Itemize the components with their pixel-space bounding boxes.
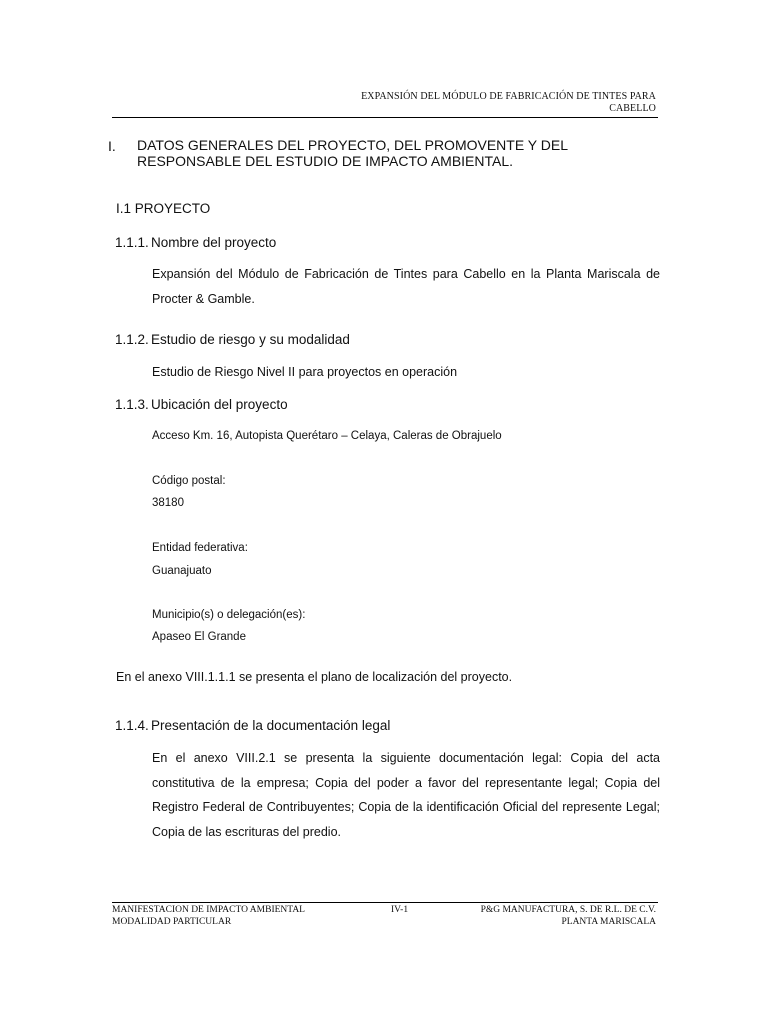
item-113-title: Ubicación del proyecto: [151, 397, 288, 412]
address-text: Acceso Km. 16, Autopista Querétaro – Celaya, Caleras de Obrajuelo: [152, 430, 502, 442]
header-rule: [112, 117, 658, 118]
item-112-text: Estudio de Riesgo Nivel II para proyectos en operación: [152, 365, 458, 379]
section-number: I.: [108, 138, 116, 154]
header-title-line2: CABELLO: [609, 103, 656, 114]
footer-left: [112, 904, 305, 928]
footer-rule: [112, 902, 658, 903]
footer-left-line2: MODALIDAD PARTICULAR: [112, 917, 232, 927]
running-header: [300, 91, 656, 115]
postal-code-label: Código postal:: [152, 475, 226, 487]
footer-right-line1: P&G MANUFACTURA, S. DE R.L. DE C.V.: [480, 905, 656, 915]
footer-right: [440, 904, 656, 928]
state-label: Entidad federativa:: [152, 542, 248, 554]
annex-note: En el anexo VIII.1.1.1 se presenta el plano de localización del proyecto.: [116, 670, 513, 684]
postal-code-value: 38180: [152, 497, 184, 509]
item-113-number: 1.1.3.: [115, 397, 149, 412]
item-112-number: 1.1.2.: [115, 332, 149, 347]
footer-right-line2: PLANTA MARISCALA: [561, 917, 656, 927]
item-111-text: Expansión del Módulo de Fabricación de Tintes para Cabello en la Planta Mariscala de Procter & Gamble.: [152, 267, 660, 306]
item-111-number: 1.1.1.: [115, 235, 149, 250]
footer-left-line1: MANIFESTACION DE IMPACTO AMBIENTAL: [112, 905, 305, 915]
item-114-number: 1.1.4.: [115, 718, 149, 733]
item-114-text: En el anexo VIII.2.1 se presenta la siguiente documentación legal: Copia del acta constitutiva de la empresa; Copia del poder a favor del representante legal; Copia del Registro Federal de Contribuyentes; Copia de la identificación Oficial del represente Legal; Copia de las escrituras del predio.: [152, 751, 660, 839]
state-value: Guanajuato: [152, 565, 212, 577]
page-number: IV-1: [391, 905, 409, 915]
header-title-line1: EXPANSIÓN DEL MÓDULO DE FABRICACIÓN DE TINTES PARA: [361, 91, 656, 102]
municipality-value: Apaseo El Grande: [152, 631, 246, 643]
municipality-label: Municipio(s) o delegación(es):: [152, 609, 306, 621]
section-title: DATOS GENERALES DEL PROYECTO, DEL PROMOVENTE Y DEL RESPONSABLE DEL ESTUDIO DE IMPACTO AMBIENTAL.: [137, 137, 568, 169]
item-114-title: Presentación de la documentación legal: [151, 718, 391, 733]
subsection-title: I.1 PROYECTO: [116, 201, 211, 216]
item-112-title: Estudio de riesgo y su modalidad: [151, 332, 350, 347]
item-111-title: Nombre del proyecto: [151, 235, 277, 250]
